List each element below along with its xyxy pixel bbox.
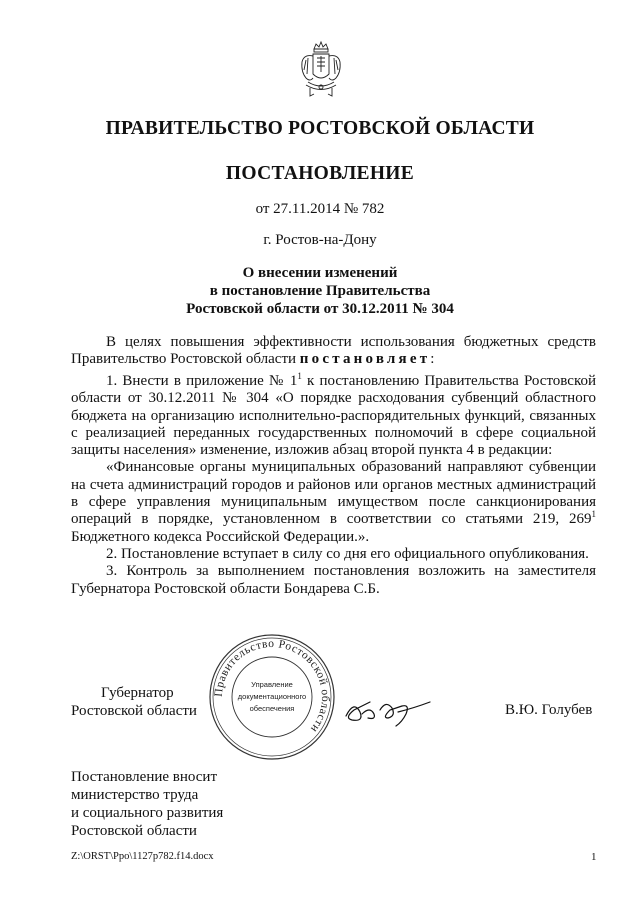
subject-line: О внесении изменений xyxy=(242,265,398,281)
government-title: ПРАВИТЕЛЬСТВО РОСТОВСКОЙ ОБЛАСТИ xyxy=(105,118,535,139)
intro-paragraph xyxy=(71,334,596,369)
intro-text: В целях повышения эффективности использования бюджетных средств Правительство Ростовской области xyxy=(71,334,596,368)
document-date-number: от 27.11.2014 № 782 xyxy=(255,201,385,217)
subject-line: Ростовской области от 30.12.2011 № 304 xyxy=(186,301,454,317)
item-1-text-cont: к постановлению Правительства Ростовской области от 30.12.2011 № 304 «О порядке расходования субвенций областного бюджета на организацию исполнительно-распорядительных функций, связанных с реализацией переданных государственных полномочий в сфере социальной защиты населения» изменение, изложив абзац второй пункта 4 в редакции: xyxy=(71,373,597,459)
stamp-inner-line: обеспечения xyxy=(249,704,295,713)
document-city: г. Ростов-на-Дону xyxy=(263,232,377,248)
item-2: 2. Постановление вступает в силу со дня его официального опубликования. xyxy=(106,545,589,562)
quoted-paragraph xyxy=(71,459,596,545)
quote-text-cont: Бюджетного кодекса Российской Федерации.». xyxy=(71,528,370,545)
handwritten-signature xyxy=(340,692,435,728)
file-path: Z:\ORST\Ppo\1127p782.f14.docx xyxy=(71,851,214,862)
stamp-inner-line: Управление xyxy=(251,680,293,689)
intro-end: : xyxy=(430,351,435,368)
position-region: Ростовской области xyxy=(71,703,197,719)
document-type: ПОСТАНОВЛЕНИЕ xyxy=(225,163,415,184)
document-body xyxy=(71,334,596,369)
document-subject xyxy=(0,264,640,318)
stamp-outer-text: Правительство Ростовской области xyxy=(212,637,332,735)
position-title: Губернатор xyxy=(101,685,174,701)
coat-of-arms-icon xyxy=(296,40,346,100)
document-items xyxy=(71,373,596,598)
decree-word: постановляет xyxy=(299,351,431,368)
note-line: министерство труда xyxy=(71,787,199,803)
page-number: 1 xyxy=(591,851,597,863)
signer-position xyxy=(71,684,197,720)
note-line: Ростовской области xyxy=(71,823,197,839)
item-1-text: 1. Внести в приложение № 1 xyxy=(106,373,298,389)
stamp-inner-line: документационного xyxy=(237,692,307,701)
note-line: Постановление вносит xyxy=(71,769,218,785)
quote-text: «Финансовые органы муниципальных образований направляют субвенции на счета администраций городов и районов или органов местных администраций в сфере управления муниципальным имуществом после санкционирования операций в порядке, установленном в соответствии со статьями 219, 269 xyxy=(71,459,596,528)
submitted-by-note xyxy=(71,768,223,840)
signer-name: В.Ю. Голубев xyxy=(505,702,593,718)
official-stamp xyxy=(207,632,337,762)
quote-superscript: 1 xyxy=(591,509,596,520)
note-line: и социального развития xyxy=(71,805,224,821)
item-1 xyxy=(71,373,596,459)
subject-line: в постановление Правительства xyxy=(209,283,431,299)
item-3: 3. Контроль за выполнением постановления возложить на заместителя Губернатора Ростовской области Бондарева С.Б. xyxy=(71,563,596,597)
item-1-superscript: 1 xyxy=(297,371,302,381)
